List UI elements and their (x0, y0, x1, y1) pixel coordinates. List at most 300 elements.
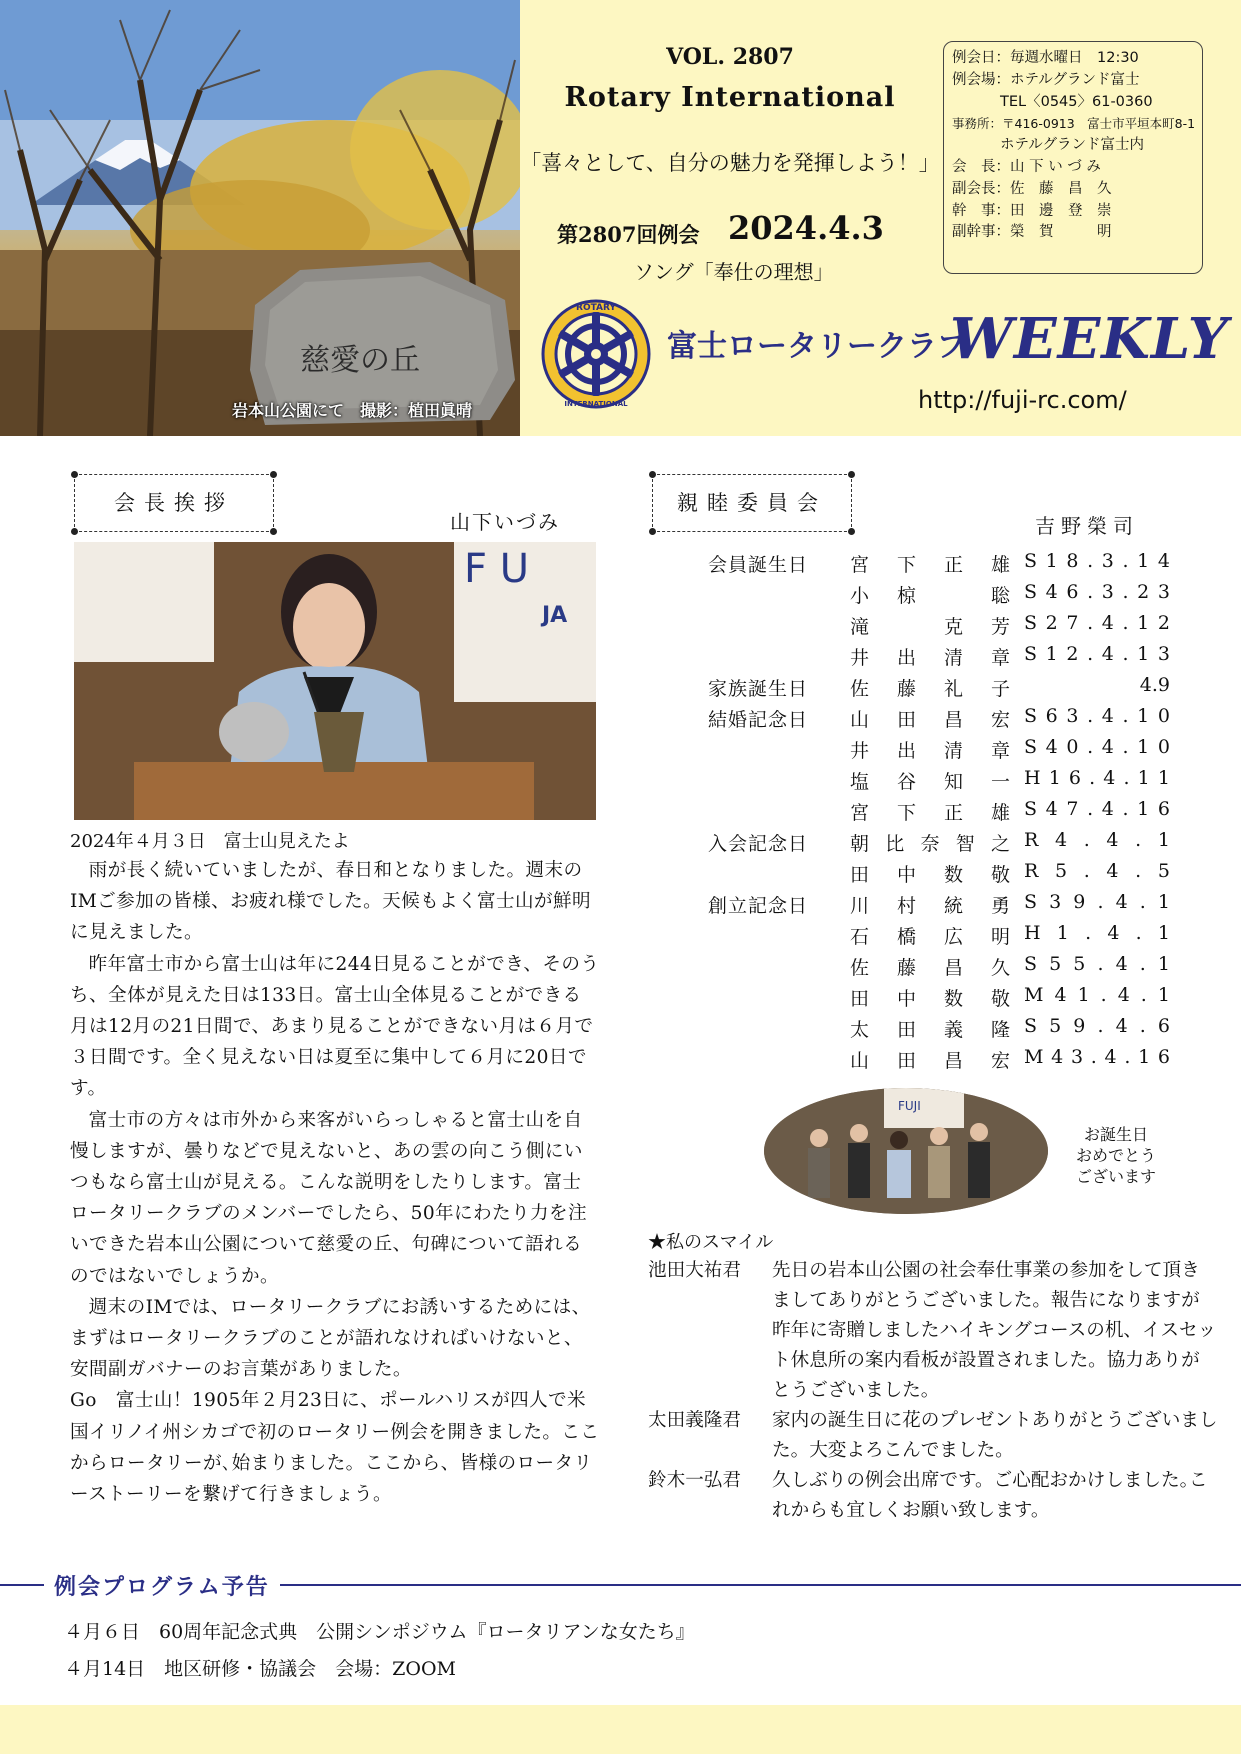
char: 1 (1157, 891, 1170, 913)
char: 数 (943, 864, 963, 886)
char: 4 (1115, 953, 1128, 975)
char: 9 (1157, 674, 1170, 696)
member-name (850, 829, 1010, 856)
char: . (1087, 643, 1094, 665)
program-item: ４月14日 地区研修・協議会 会場：ZOOM (64, 1658, 456, 1680)
char: 7 (1066, 612, 1079, 634)
newsletter-header (0, 0, 1241, 436)
char: 山 (850, 709, 870, 731)
stone-inscription: 慈愛の丘 (300, 343, 420, 378)
president-photo-illustration (74, 542, 596, 820)
meeting-date: 2024.4.3 (728, 209, 884, 247)
birthday-banner-text: FUJI (898, 1099, 921, 1113)
char: 4 (1115, 891, 1128, 913)
char: . (1122, 705, 1129, 727)
char: . (1139, 953, 1146, 975)
char: 橋 (896, 926, 916, 948)
char: S (1024, 550, 1038, 572)
president-section-label: 会長挨拶 (114, 491, 234, 515)
char: . (1100, 984, 1107, 1006)
smile-message: 先日の岩本山公園の社会奉仕事業の参加をして頂きましてありがとうございました。報告になりますが昨年に寄贈しましたハイキングコースの机、イスセット休息所の案内看板が設置されました。協力ありがとうございました。 (772, 1260, 1217, 1401)
fellowship-chair-name: 吉野榮司 (1035, 514, 1139, 538)
char: 宮 (850, 802, 870, 824)
char: . (1087, 550, 1094, 572)
weekly-title: WEEKLY (950, 306, 1229, 372)
char: 5 (1073, 953, 1086, 975)
anniversary-date (1024, 612, 1170, 634)
char: 勇 (990, 895, 1010, 917)
char: 久 (990, 957, 1010, 979)
char: S (1024, 953, 1038, 975)
smile-list (648, 1256, 1228, 1526)
char: 塩 (850, 771, 870, 793)
char: 椋 (896, 585, 916, 607)
char: 田 (850, 988, 870, 1010)
char: 井 (850, 740, 870, 762)
char: 4 (1101, 643, 1114, 665)
char: 清 (943, 647, 963, 669)
char: 中 (896, 864, 916, 886)
char: 1 (1137, 643, 1150, 665)
info-vice-secretary: 副幹事：榮 賀 明 (952, 224, 1112, 241)
anniversary-date (1024, 984, 1170, 1006)
char: 統 (943, 895, 963, 917)
volume-number: VOL. 2807 (666, 44, 794, 70)
corner-dot (71, 528, 78, 535)
char: S (1024, 612, 1038, 634)
char: 敬 (990, 988, 1010, 1010)
char: 1 (1045, 550, 1058, 572)
char: S (1024, 736, 1038, 758)
char: 子 (990, 678, 1010, 700)
char: . (1089, 767, 1096, 789)
info-office-building: ホテルグランド富士内 (1000, 137, 1144, 154)
char: 奈 (920, 833, 940, 855)
char: . (1087, 798, 1094, 820)
member-name (850, 953, 1010, 980)
anniversary-date (1024, 550, 1170, 572)
char: 井 (850, 647, 870, 669)
char: 4 (1051, 1046, 1064, 1068)
char: 広 (943, 926, 963, 948)
fellowship-section-title (652, 474, 852, 532)
char: . (1123, 767, 1130, 789)
char: 1 (1045, 643, 1058, 665)
char: 章 (990, 647, 1010, 669)
char: . (1122, 736, 1129, 758)
char: 5 (1049, 953, 1062, 975)
char: 4 (1045, 736, 1058, 758)
char: 4 (1115, 1015, 1128, 1037)
cover-caption: 岩本山公園にて 撮影：植田眞晴 (232, 401, 473, 420)
char: 6 (1045, 705, 1058, 727)
char: 4 (1101, 612, 1114, 634)
president-section-title (74, 474, 274, 532)
char: 0 (1157, 705, 1170, 727)
member-name (850, 984, 1010, 1011)
president-paragraph: 雨が長く続いていましたが、春日和となりました。週末のIMご参加の皆様、お疲れ様でした。天候もよく富士山が鮮明に見えました。 (70, 860, 592, 944)
char: 1 (1137, 798, 1150, 820)
anniversary-date (1024, 922, 1170, 944)
member-name (850, 767, 1010, 794)
president-photo (74, 542, 596, 820)
meeting-number: 第2807回例会 (557, 222, 700, 247)
char: 4 (1104, 1046, 1117, 1068)
club-url-link[interactable]: http://fuji-rc.com/ (918, 386, 1127, 414)
anniversary-date (1024, 1015, 1170, 1037)
char: 3 (1157, 581, 1170, 603)
char: 佐 (850, 678, 870, 700)
member-name (850, 550, 1010, 577)
char: . (1097, 891, 1104, 913)
char: 4 (1103, 767, 1116, 789)
char: 下 (896, 802, 916, 824)
anniversary-date (1024, 705, 1170, 727)
info-office: 事務所：〒416-0913 富士市平垣本町8-1 (952, 116, 1196, 132)
char: M (1024, 1046, 1044, 1068)
char: 芳 (990, 616, 1010, 638)
char: 0 (1157, 736, 1170, 758)
anniversary-category: 会員誕生日 (708, 554, 809, 576)
char: 6 (1157, 1015, 1170, 1037)
char: 山 (850, 1050, 870, 1072)
char: 隆 (990, 1019, 1010, 1041)
emblem-text-top: ROTARY (576, 303, 616, 313)
meeting-song: ソング「奉仕の理想」 (634, 260, 834, 284)
program-item: ４月６日 60周年記念式典 公開シンポジウム『ロータリアンな女たち』 (64, 1621, 695, 1643)
char: . (1087, 612, 1094, 634)
char: 正 (943, 554, 963, 576)
char: . (1151, 674, 1158, 696)
char: S (1024, 643, 1038, 665)
char: 1 (1157, 829, 1170, 851)
char: 昌 (943, 1050, 963, 1072)
char: 田 (896, 1050, 916, 1072)
char: 雄 (990, 802, 1010, 824)
info-president: 会 長：山 下 い づ み (952, 158, 1101, 175)
info-secretary: 幹 事：田 邊 登 崇 (952, 202, 1112, 219)
char: M (1024, 984, 1044, 1006)
char: 出 (896, 740, 916, 762)
member-name (850, 891, 1010, 918)
char: 9 (1073, 891, 1086, 913)
char: S (1024, 705, 1038, 727)
program-title: 例会プログラム予告 (44, 1570, 280, 1601)
rotary-wheel-icon (540, 298, 652, 410)
president-message-body (70, 855, 600, 1510)
anniversary-date (1024, 581, 1170, 603)
corner-dot (649, 471, 656, 478)
corner-dot (848, 528, 855, 535)
char: 宏 (990, 709, 1010, 731)
char: R (1024, 860, 1039, 882)
char: S (1024, 891, 1038, 913)
cover-photo (0, 0, 520, 436)
char: . (1122, 550, 1129, 572)
anniversary-date (1024, 953, 1170, 975)
president-paragraph: 富士市の方々は市外から来客がいらっしゃると富士山を自慢しますが、曇りなどで見えないと、あの雲の向こう側にいつもなら富士山が見える。こんな説明をしたりします。富士ロータリークラブのメンバーでしたら、50年にわたり力を注いできた岩本山公園について慈愛の丘、句碑について語れるのではないでしょうか。 (70, 1109, 587, 1287)
member-name (850, 581, 1010, 608)
banner-text: F U (464, 546, 529, 592)
char: 村 (896, 895, 916, 917)
char: 数 (943, 988, 963, 1010)
char: 4 (1106, 829, 1119, 851)
anniversary-date (1024, 860, 1170, 882)
char: . (1139, 1015, 1146, 1037)
smile-item (648, 1406, 1228, 1466)
char: 2 (1066, 643, 1079, 665)
char: 5 (1054, 860, 1068, 882)
char: 礼 (943, 678, 963, 700)
char: 1 (1137, 767, 1150, 789)
corner-dot (649, 528, 656, 535)
char: 4 (1054, 829, 1068, 851)
char: 2 (1157, 612, 1170, 634)
char: 1 (1157, 953, 1170, 975)
char: 藤 (896, 957, 916, 979)
char: . (1087, 736, 1094, 758)
char: 3 (1049, 891, 1062, 913)
member-name (850, 612, 1010, 639)
birthday-message (1066, 1124, 1166, 1187)
anniversary-date (1024, 798, 1170, 820)
char: . (1085, 922, 1092, 944)
president-paragraph: Go 富士山！1905年２月23日に、ポールハリスが四人で米国イリノイ州シカゴで初のロータリー例会を開きました。ここからロータリーが､始まりました。ここから、皆様のロータリーストーリーを繋げて行きましょう。 (70, 1390, 600, 1506)
char: 1 (1137, 705, 1150, 727)
char: 1 (1137, 736, 1150, 758)
char: 聡 (990, 585, 1010, 607)
char: 1 (1077, 984, 1090, 1006)
char: 1 (1137, 550, 1150, 572)
char: . (1087, 581, 1094, 603)
char: 1 (1157, 984, 1170, 1006)
char: 田 (896, 709, 916, 731)
president-message-date: 2024年４月３日 富士山見えたよ (70, 831, 350, 852)
char: 1 (1157, 767, 1170, 789)
char: . (1090, 1046, 1097, 1068)
emblem-text-bottom: INTERNATIONAL (564, 400, 628, 408)
char: 4 (1045, 581, 1058, 603)
char: 谷 (896, 771, 916, 793)
char: 小 (850, 585, 870, 607)
birthday-group-photo (764, 1088, 1048, 1214)
fellowship-section-label: 親睦委員会 (677, 491, 827, 515)
member-name (850, 674, 1010, 701)
info-meeting-day: 例会日：毎週水曜日 12:30 (952, 50, 1139, 66)
birthday-message-line: お誕生日 (1083, 1125, 1148, 1144)
char: 田 (850, 864, 870, 886)
cover-illustration (0, 0, 520, 436)
char: 昌 (943, 709, 963, 731)
char: 2 (1045, 612, 1058, 634)
char: 之 (990, 833, 1010, 855)
char: . (1135, 829, 1142, 851)
char: 田 (896, 1019, 916, 1041)
member-name (850, 860, 1010, 887)
char: 3 (1101, 581, 1114, 603)
char: 正 (943, 802, 963, 824)
char: 2 (1137, 581, 1150, 603)
char: 太 (850, 1019, 870, 1041)
char: 4 (1157, 550, 1170, 572)
anniversary-category: 創立記念日 (708, 895, 809, 917)
char: 6 (1068, 767, 1081, 789)
char: 4 (1045, 798, 1058, 820)
club-name: 富士ロータリークラブ (667, 329, 967, 364)
char: 3 (1066, 705, 1079, 727)
char: 朝 (850, 833, 870, 855)
info-vice-president: 副会長：佐 藤 昌 久 (952, 180, 1112, 197)
char: 4 (1139, 674, 1152, 696)
char: 中 (896, 988, 916, 1010)
char: 7 (1066, 798, 1079, 820)
anniversary-date (1024, 829, 1170, 851)
organization-name: Rotary International (564, 82, 896, 113)
char: 智 (955, 833, 975, 855)
char: 4 (1101, 798, 1114, 820)
corner-dot (848, 471, 855, 478)
char: 1 (1048, 767, 1061, 789)
char: . (1083, 860, 1090, 882)
char: 3 (1070, 1046, 1084, 1068)
char: . (1097, 953, 1104, 975)
char: 雄 (990, 554, 1010, 576)
char: 4 (1054, 984, 1067, 1006)
char: 克 (943, 616, 963, 638)
char: 敬 (990, 864, 1010, 886)
char: 1 (1138, 1046, 1151, 1068)
member-name (850, 1046, 1010, 1073)
char: . (1139, 891, 1146, 913)
char: 藤 (896, 678, 916, 700)
member-name (850, 798, 1010, 825)
president-name: 山下いづみ (450, 510, 560, 534)
char: 6 (1066, 581, 1079, 603)
anniversary-date (1024, 643, 1170, 665)
char: . (1122, 581, 1129, 603)
char: 6 (1157, 1046, 1170, 1068)
birthday-message-line: おめでとう (1075, 1146, 1156, 1165)
member-name (850, 643, 1010, 670)
char: 1 (1056, 922, 1069, 944)
char (897, 612, 916, 639)
char: S (1024, 581, 1038, 603)
club-info-box (943, 41, 1203, 274)
char: 比 (885, 833, 905, 855)
char: 4 (1101, 705, 1114, 727)
corner-dot (71, 471, 78, 478)
char: 0 (1066, 736, 1079, 758)
anniversary-date (1024, 767, 1170, 789)
char: 滝 (850, 616, 870, 638)
char: H (1024, 922, 1041, 944)
smile-item (648, 1256, 1228, 1406)
member-name (850, 1015, 1010, 1042)
anniversary-category: 結婚記念日 (708, 709, 809, 731)
char: 知 (943, 771, 963, 793)
footer-band (0, 1705, 1241, 1754)
member-name (850, 922, 1010, 949)
char: 昌 (943, 957, 963, 979)
char: . (1087, 705, 1094, 727)
smile-section-title: ★私のスマイル (648, 1232, 774, 1253)
president-paragraph: 週末のIMでは、ロータリークラブにお誘いするためには、まずはロータリークラブのことが語れなければいけないと、安間副ガバナーのお言葉がありました。 (70, 1296, 591, 1381)
char: 明 (990, 926, 1010, 948)
char: . (1097, 1015, 1104, 1037)
anniversary-date (1024, 891, 1170, 913)
char: 下 (896, 554, 916, 576)
char: 6 (1157, 798, 1170, 820)
birthday-message-line: ございます (1075, 1167, 1156, 1186)
char: 宏 (990, 1050, 1010, 1072)
char: . (1135, 860, 1142, 882)
char: 5 (1157, 860, 1170, 882)
corner-dot (270, 528, 277, 535)
smile-item (648, 1466, 1228, 1526)
char (944, 581, 963, 608)
char: 4 (1107, 922, 1120, 944)
smile-member-name: 池田大祐君 (648, 1260, 741, 1281)
char: 清 (943, 740, 963, 762)
char: 出 (896, 647, 916, 669)
char: 4 (1117, 984, 1130, 1006)
smile-member-name: 太田義隆君 (648, 1410, 741, 1431)
banner-text-2: JA (542, 603, 568, 628)
char: 4 (1101, 736, 1114, 758)
smile-member-name: 鈴木一弘君 (648, 1470, 741, 1491)
char: . (1135, 922, 1142, 944)
char: . (1124, 1046, 1131, 1068)
char: . (1122, 643, 1129, 665)
info-tel: TEL〈0545〉61-0360 (1000, 93, 1153, 110)
char: 川 (850, 895, 870, 917)
char: . (1122, 612, 1129, 634)
char: 1 (1137, 612, 1150, 634)
char: 宮 (850, 554, 870, 576)
member-name (850, 736, 1010, 763)
char: 3 (1101, 550, 1114, 572)
char: 義 (943, 1019, 963, 1041)
smile-message: 家内の誕生日に花のプレゼントありがとうございました。大変よろこんでました。 (772, 1410, 1218, 1461)
anniversary-category: 家族誕生日 (708, 678, 809, 700)
anniversary-date (1024, 1046, 1170, 1068)
smile-message: 久しぶりの例会出席です。ご心配おかけしました｡これからも宜しくお願い致します。 (772, 1470, 1208, 1521)
char: 佐 (850, 957, 870, 979)
char: S (1024, 798, 1038, 820)
char: 4 (1106, 860, 1119, 882)
char: 5 (1049, 1015, 1062, 1037)
char: H (1024, 767, 1041, 789)
member-name (850, 705, 1010, 732)
char: . (1140, 984, 1147, 1006)
anniversary-date (1024, 674, 1170, 696)
char: S (1024, 1015, 1038, 1037)
anniversary-category: 入会記念日 (708, 833, 809, 855)
birthday-photo-illustration (764, 1088, 1048, 1214)
program-list (64, 1614, 695, 1688)
president-paragraph: 昨年富士市から富士山は年に244日見ることができ、そのうち、全体が見えた日は133日。富士山全体見ることができる月は12月の21日間で、あまり見ることができない月は６月で３日間です。全く見えない日は夏至に集中して６月に20日です。 (70, 953, 600, 1100)
corner-dot (270, 471, 277, 478)
char: 章 (990, 740, 1010, 762)
info-meeting-place: 例会場：ホテルグランド富士 (952, 71, 1140, 88)
char: . (1122, 798, 1129, 820)
char: 一 (990, 771, 1010, 793)
char: . (1083, 829, 1090, 851)
char: 8 (1066, 550, 1079, 572)
char: 3 (1157, 643, 1170, 665)
anniversary-date (1024, 736, 1170, 758)
char: R (1024, 829, 1039, 851)
